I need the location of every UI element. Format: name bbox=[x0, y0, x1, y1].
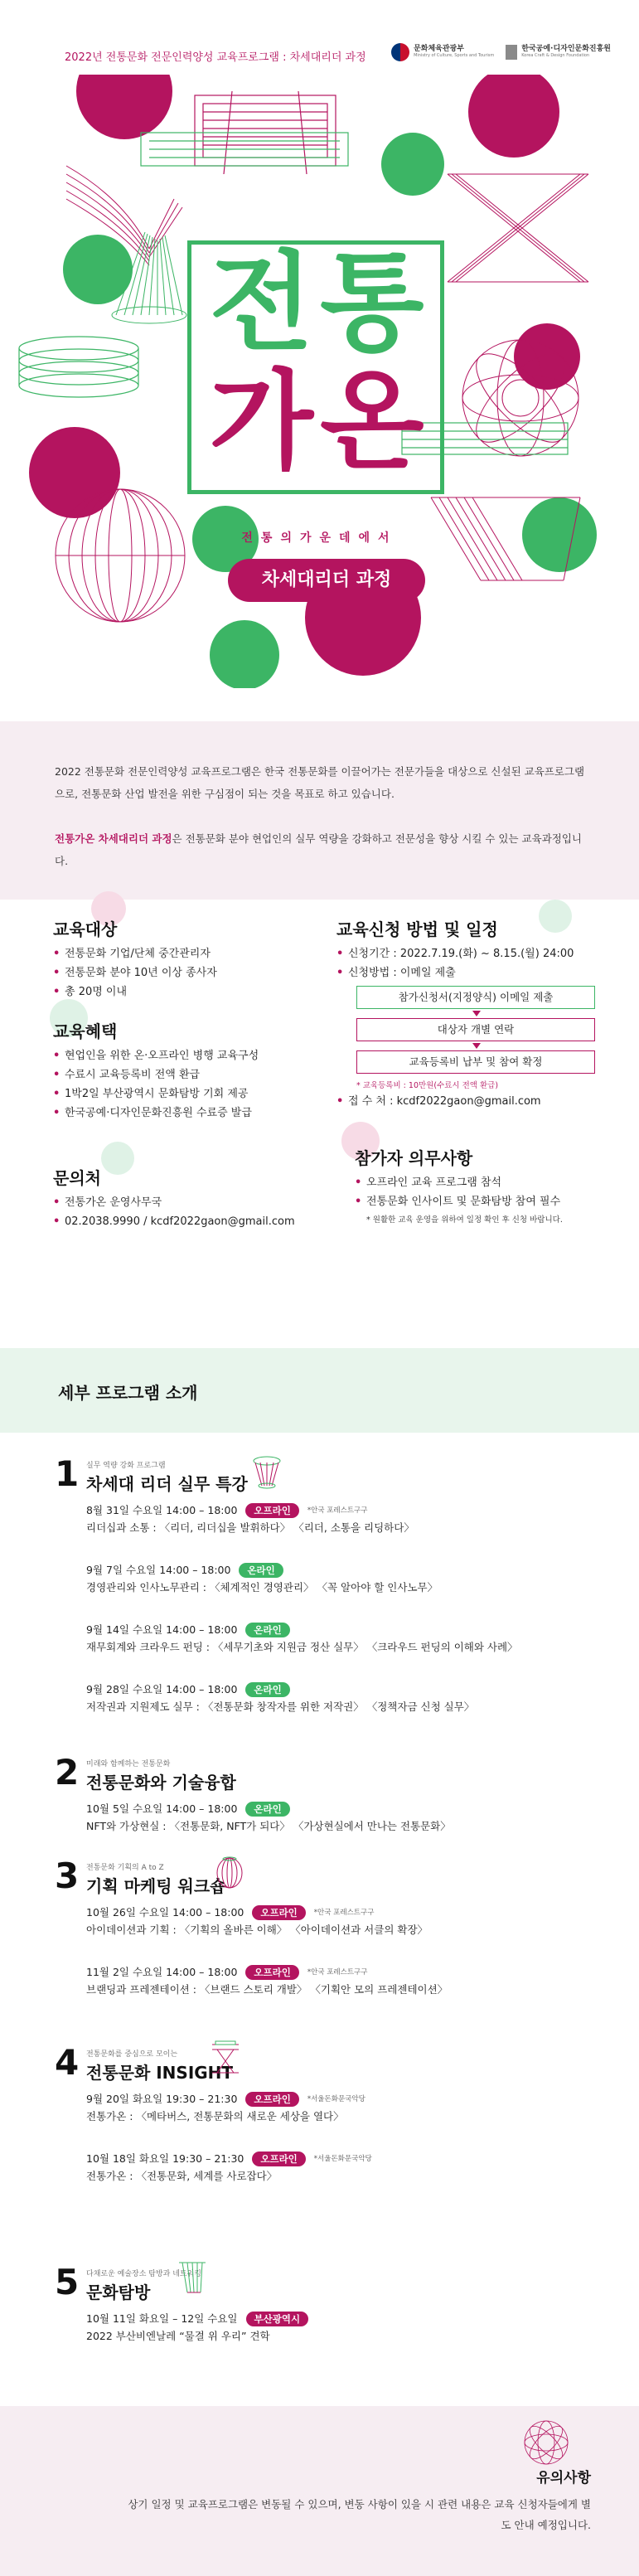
online-badge: 온라인 bbox=[245, 1623, 289, 1637]
target-list bbox=[53, 944, 217, 1002]
program-number: 5 bbox=[55, 2262, 80, 2302]
session-date: 8월 31일 수요일 14:00 – 18:00 bbox=[86, 1504, 238, 1516]
notice-heading: 유의사항 bbox=[536, 2470, 591, 2486]
kcdf-logo-name: 한국공예·디자인문화진흥원 bbox=[521, 45, 611, 54]
ornament-x bbox=[448, 174, 588, 282]
magenta-circle bbox=[76, 75, 172, 139]
program-heading: 세부 프로그램 소개 bbox=[58, 1383, 198, 1403]
session-desc: 아이데이션과 기획 : 〈기획의 올바른 이해〉 〈아이데이션과 서클의 확장〉 bbox=[86, 1924, 428, 1936]
session bbox=[86, 1502, 617, 1537]
hero-poster bbox=[0, 75, 639, 688]
mcst-logo bbox=[391, 43, 494, 61]
course-pill: 차세대리더 과정 bbox=[228, 559, 425, 602]
intro-paragraph: 2022 전통문화 전문인력양성 교육프로그램은 한국 전통문화를 이끌어가는 전문가들을 대상으로 신설된 교육프로그램으로, 전통문화 산업 발전을 위한 구심점이 되는 것을 목표로 하고 있습니다. bbox=[55, 765, 585, 800]
offline-badge: 오프라인 bbox=[245, 2092, 298, 2107]
session bbox=[86, 1964, 617, 1999]
program-number: 2 bbox=[55, 1752, 80, 1793]
fan-icon bbox=[176, 2259, 209, 2296]
cup-icon bbox=[250, 1454, 283, 1491]
session-date: 10월 5일 수요일 14:00 – 18:00 bbox=[86, 1802, 238, 1815]
apply-method: • 신청방법 : 이메일 제출 bbox=[336, 963, 574, 982]
program-number: 1 bbox=[55, 1453, 80, 1494]
program-number: 4 bbox=[55, 2042, 80, 2083]
offline-badge: 오프라인 bbox=[252, 1905, 305, 1920]
list-item: • 전통문화 인사이트 및 문화탐방 참여 필수 bbox=[355, 1192, 560, 1211]
program-caption: 다채로운 예술장소 탐방과 네트워킹 bbox=[86, 2270, 201, 2278]
intro-paragraph-2 bbox=[55, 827, 585, 872]
list-item: • 전통문화 기업/단체 중간관리자 bbox=[53, 944, 217, 963]
contact-email: • 02.2038.9990 / kcdf2022gaon@gmail.com bbox=[53, 1212, 295, 1231]
program-number: 3 bbox=[55, 1856, 80, 1896]
session bbox=[86, 1562, 617, 1597]
offline-badge: 오프라인 bbox=[252, 2152, 305, 2166]
magenta-circle bbox=[468, 75, 559, 158]
apply-step-2: 대상자 개별 연락 bbox=[356, 1018, 595, 1041]
contact-list bbox=[53, 1193, 295, 1231]
benefit-heading: 교육혜택 bbox=[53, 1021, 118, 1041]
session-desc: 경영관리와 인사노무관리 : 〈체계적인 경영관리〉 〈꼭 알아야 할 인사노무〉 bbox=[86, 1581, 438, 1594]
hero-title-line2: 가온 bbox=[209, 358, 431, 484]
offline-badge: 오프라인 bbox=[245, 1503, 298, 1518]
duty-heading: 참가자 의무사항 bbox=[355, 1148, 473, 1168]
session bbox=[86, 1904, 617, 1939]
program-title: 전통문화 INSIGHT bbox=[86, 2063, 234, 2083]
session-desc: 리더십과 소통 : 〈리더, 리더십을 발휘하다〉 〈리더, 소통을 리딩하다〉 bbox=[86, 1521, 414, 1534]
notice-section bbox=[0, 2406, 639, 2576]
green-circle bbox=[63, 235, 133, 304]
kcdf-logo-sub: Korea Craft & Design Foundation bbox=[521, 53, 590, 59]
region-badge: 부산광역시 bbox=[246, 2312, 309, 2326]
session bbox=[86, 2151, 617, 2185]
session bbox=[86, 1801, 617, 1836]
session-desc: 저작권과 지원제도 실무 : 〈전통문화 창작자를 위한 저작권〉 〈정책자금 신청 실무〉 bbox=[86, 1700, 475, 1713]
session-desc: 전통가온 : 〈메타버스, 전통문화의 새로운 세상을 열다〉 bbox=[86, 2110, 344, 2122]
info-section bbox=[0, 900, 639, 1331]
program-title: 전통문화와 기술융합 bbox=[86, 1773, 236, 1793]
chair-icon bbox=[209, 2040, 242, 2076]
online-badge: 온라인 bbox=[245, 1802, 289, 1817]
contact-heading: 문의처 bbox=[53, 1168, 101, 1188]
duty-note: * 원활한 교육 운영을 위하여 일정 확인 후 신청 바랍니다. bbox=[366, 1215, 563, 1225]
kcdf-mark-icon bbox=[506, 45, 517, 60]
session-desc: 전통가온 : 〈전통문화, 세계를 사로잡다〉 bbox=[86, 2170, 278, 2182]
apply-step-1: 참가신청서(지정양식) 이메일 제출 bbox=[356, 986, 595, 1009]
session-date: 10월 26일 수요일 14:00 – 18:00 bbox=[86, 1906, 244, 1919]
list-item: • 오프라인 교육 프로그램 참석 bbox=[355, 1173, 560, 1192]
arrow-down-icon bbox=[472, 1043, 481, 1049]
decor-dot bbox=[101, 1142, 134, 1175]
mcst-logo-sub: Ministry of Culture, Sports and Tourism bbox=[414, 53, 495, 59]
hero-title-line1: 전통 bbox=[209, 240, 431, 366]
program-title: 기획 마케팅 워크숍 bbox=[86, 1876, 226, 1896]
list-item: • 총 20명 이내 bbox=[53, 982, 217, 1002]
list-item: • 1박2일 부산광역시 문화탐방 기회 제공 bbox=[53, 1084, 259, 1104]
session-desc: NFT와 가상현실 : 〈전통문화, NFT가 되다〉 〈가상현실에서 만나는 전통문화〉 bbox=[86, 1820, 451, 1832]
green-circle bbox=[210, 620, 279, 688]
session-desc: 2022 부산비엔날레 “물결 위 우리” 견학 bbox=[86, 2330, 270, 2342]
basket-ornament bbox=[19, 337, 138, 397]
hero-subtitle: 전통의가운데에서 bbox=[241, 531, 398, 545]
online-badge: 온라인 bbox=[245, 1682, 289, 1697]
apply-step-3: 교육등록비 납부 및 참여 확정 bbox=[356, 1050, 595, 1074]
program-caption: 미래와 함께하는 전통문화 bbox=[86, 1760, 171, 1768]
list-item: • 한국공예·디자인문화진흥원 수료증 발급 bbox=[53, 1104, 259, 1123]
session-location: *서울돈화문국악당 bbox=[313, 2155, 372, 2163]
session bbox=[86, 2091, 617, 2126]
session bbox=[86, 1681, 617, 1716]
intro-section bbox=[0, 721, 639, 900]
program-title: 2022년 전통문화 전문인력양성 교육프로그램 : 차세대리더 과정 bbox=[65, 51, 366, 64]
session-date: 9월 14일 수요일 14:00 – 18:00 bbox=[86, 1623, 238, 1636]
mcst-logo-name: 문화체육관광부 bbox=[414, 45, 464, 54]
program-caption: 실무 역량 강화 프로그램 bbox=[86, 1462, 166, 1470]
session-location: *안국 포레스트구구 bbox=[313, 1909, 375, 1917]
apply-list bbox=[336, 944, 574, 982]
benefit-list bbox=[53, 1046, 259, 1123]
flower-icon bbox=[521, 2418, 571, 2467]
session-date: 10월 18일 화요일 19:30 – 21:30 bbox=[86, 2152, 244, 2165]
session bbox=[86, 2311, 617, 2346]
top-bar bbox=[0, 0, 639, 75]
intro-bold: 전통가온 차세대리더 과정 bbox=[55, 832, 172, 845]
program-header bbox=[0, 1348, 639, 1433]
notice-text: 상기 일정 및 교육프로그램은 변동될 수 있으며, 변동 사항이 있을 시 관련 내용은 교육 신청자들에게 별도 안내 예정입니다. bbox=[128, 2498, 591, 2531]
program-title: 문화탐방 bbox=[86, 2283, 151, 2302]
list-item: • 수료시 교육등록비 전액 환급 bbox=[53, 1065, 259, 1084]
session-location: *안국 포레스트구구 bbox=[307, 1968, 368, 1977]
intro-rest: 은 전통문화 분야 현업인의 실무 역량을 강화하고 전문성을 향상 시킬 수 있는 교육과정입니다. bbox=[55, 832, 582, 867]
taeguk-icon bbox=[391, 43, 409, 61]
session-date: 9월 28일 수요일 14:00 – 18:00 bbox=[86, 1683, 238, 1696]
online-badge: 온라인 bbox=[239, 1563, 283, 1578]
apply-contact bbox=[336, 1092, 541, 1111]
kcdf-logo bbox=[506, 45, 611, 60]
green-circle bbox=[381, 133, 444, 196]
session-location: *안국 포레스트구구 bbox=[307, 1506, 368, 1515]
duty-list bbox=[355, 1173, 560, 1211]
session-location: *서울돈화문국악당 bbox=[307, 2095, 365, 2103]
program-caption: 전통문화를 중심으로 모이는 bbox=[86, 2050, 178, 2059]
lantern-icon bbox=[214, 1855, 245, 1891]
session-date: 11월 2일 수요일 14:00 – 18:00 bbox=[86, 1966, 238, 1978]
program-caption: 전통문화 기획의 A to Z bbox=[86, 1864, 164, 1872]
target-heading: 교육대상 bbox=[53, 919, 118, 939]
session-date: 9월 20일 화요일 19:30 – 21:30 bbox=[86, 2093, 238, 2105]
list-item: • 현업인을 위한 온·오프라인 병행 교육구성 bbox=[53, 1046, 259, 1065]
apply-email: • 접 수 처 : kcdf2022gaon@gmail.com bbox=[336, 1092, 541, 1111]
session-date: 9월 7일 수요일 14:00 – 18:00 bbox=[86, 1564, 231, 1576]
list-item: • 전통문화 분야 10년 이상 종사자 bbox=[53, 963, 217, 982]
program-title: 차세대 리더 실무 특강 bbox=[86, 1474, 248, 1494]
apply-period: • 신청기간 : 2022.7.19.(화) ~ 8.15.(월) 24:00 bbox=[336, 944, 574, 963]
fee-note: * 교육등록비 : 10만원(수료시 전액 환급) bbox=[356, 1081, 499, 1090]
magenta-circle bbox=[29, 427, 120, 518]
arrow-down-icon bbox=[472, 1011, 481, 1016]
list-item: • 전통가온 운영사무국 bbox=[53, 1193, 295, 1212]
sponsor-logos bbox=[391, 43, 611, 61]
session bbox=[86, 1622, 617, 1657]
session-desc: 재무회계와 크라우드 펀딩 : 〈세무기초와 지원금 정산 실무〉 〈크라우드 펀딩의 이해와 사례〉 bbox=[86, 1641, 518, 1653]
offline-badge: 오프라인 bbox=[245, 1965, 298, 1980]
session-date: 10월 11일 화요일 – 12일 수요일 bbox=[86, 2312, 238, 2325]
decor-dot bbox=[539, 900, 572, 933]
apply-heading: 교육신청 방법 및 일정 bbox=[336, 919, 498, 939]
session-desc: 브랜딩과 프레젠테이션 : 〈브랜드 스토리 개발〉 〈기획안 모의 프레젠테이션〉 bbox=[86, 1983, 448, 1996]
